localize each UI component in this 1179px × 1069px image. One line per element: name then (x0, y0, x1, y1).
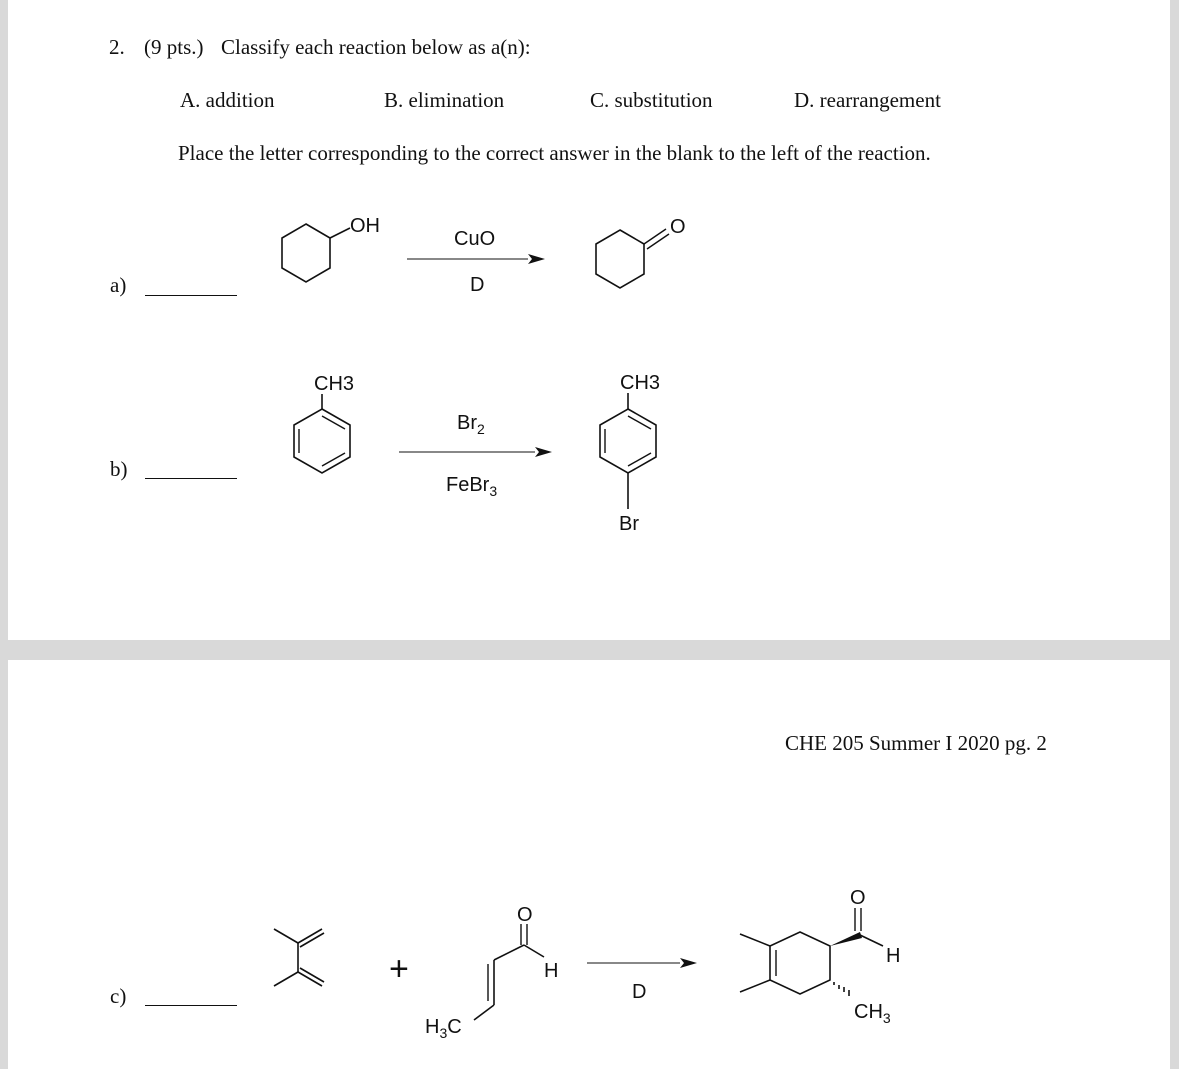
product-aldehyde-hydrogen: H (886, 945, 901, 967)
question-prompt: Classify each reaction below as a(n): (221, 35, 531, 59)
question-number: 2. (109, 35, 125, 59)
reaction-a-label: a) (110, 273, 127, 297)
plus-sign: + (389, 950, 409, 988)
reaction-b-scheme (8, 0, 1170, 640)
carbonyl-oxygen-a: O (670, 216, 686, 238)
reagent-bromine: $Br_2$ (457, 412, 485, 437)
reaction-b-label: b) (110, 457, 128, 481)
product-methyl-b: CH3 (620, 372, 661, 394)
hashed-bond (834, 982, 849, 996)
page-1 (8, 0, 1170, 640)
reaction-c-arrow (680, 958, 697, 968)
reaction-c-label: c) (110, 984, 127, 1008)
product-oxygen: O (850, 887, 866, 909)
page-2 (8, 660, 1170, 1069)
reagent-heat-a: D (470, 274, 485, 296)
hydroxyl-group: OH (350, 215, 380, 237)
page-header: CHE 205 Summer I 2020 pg. 2 (785, 731, 1047, 755)
reagent-heat-c: D (632, 981, 647, 1003)
cyclohexene-ring (770, 932, 830, 994)
reagent-cuo: CuO (454, 228, 496, 250)
benzene-ring (294, 409, 350, 473)
choice-rearrangement: D. rearrangement (794, 88, 941, 112)
question-points: (9 pts.) (144, 35, 204, 59)
product-methyl-c: $CH_3$ (854, 1001, 891, 1026)
choice-elimination: B. elimination (384, 88, 505, 112)
instruction-text: Place the letter corresponding to the correct answer in the blank to the left of the reaction. (178, 141, 931, 165)
reagent-febr3: FeBr$_3$ (446, 474, 498, 499)
aldehyde-hydrogen: H (544, 960, 559, 982)
choice-addition: A. addition (180, 88, 275, 112)
bromotoluene-ring (600, 409, 656, 473)
reaction-c-scheme (8, 660, 1170, 1069)
wedge-bond (830, 932, 862, 946)
toluene-methyl: CH3 (314, 373, 355, 395)
crotonaldehyde-methyl: $H_3C$ (425, 1016, 462, 1041)
aldehyde-oxygen: O (517, 904, 533, 926)
bromine-substituent: Br (619, 513, 639, 535)
reaction-b-arrow (535, 447, 552, 457)
choice-substitution: C. substitution (590, 88, 713, 112)
